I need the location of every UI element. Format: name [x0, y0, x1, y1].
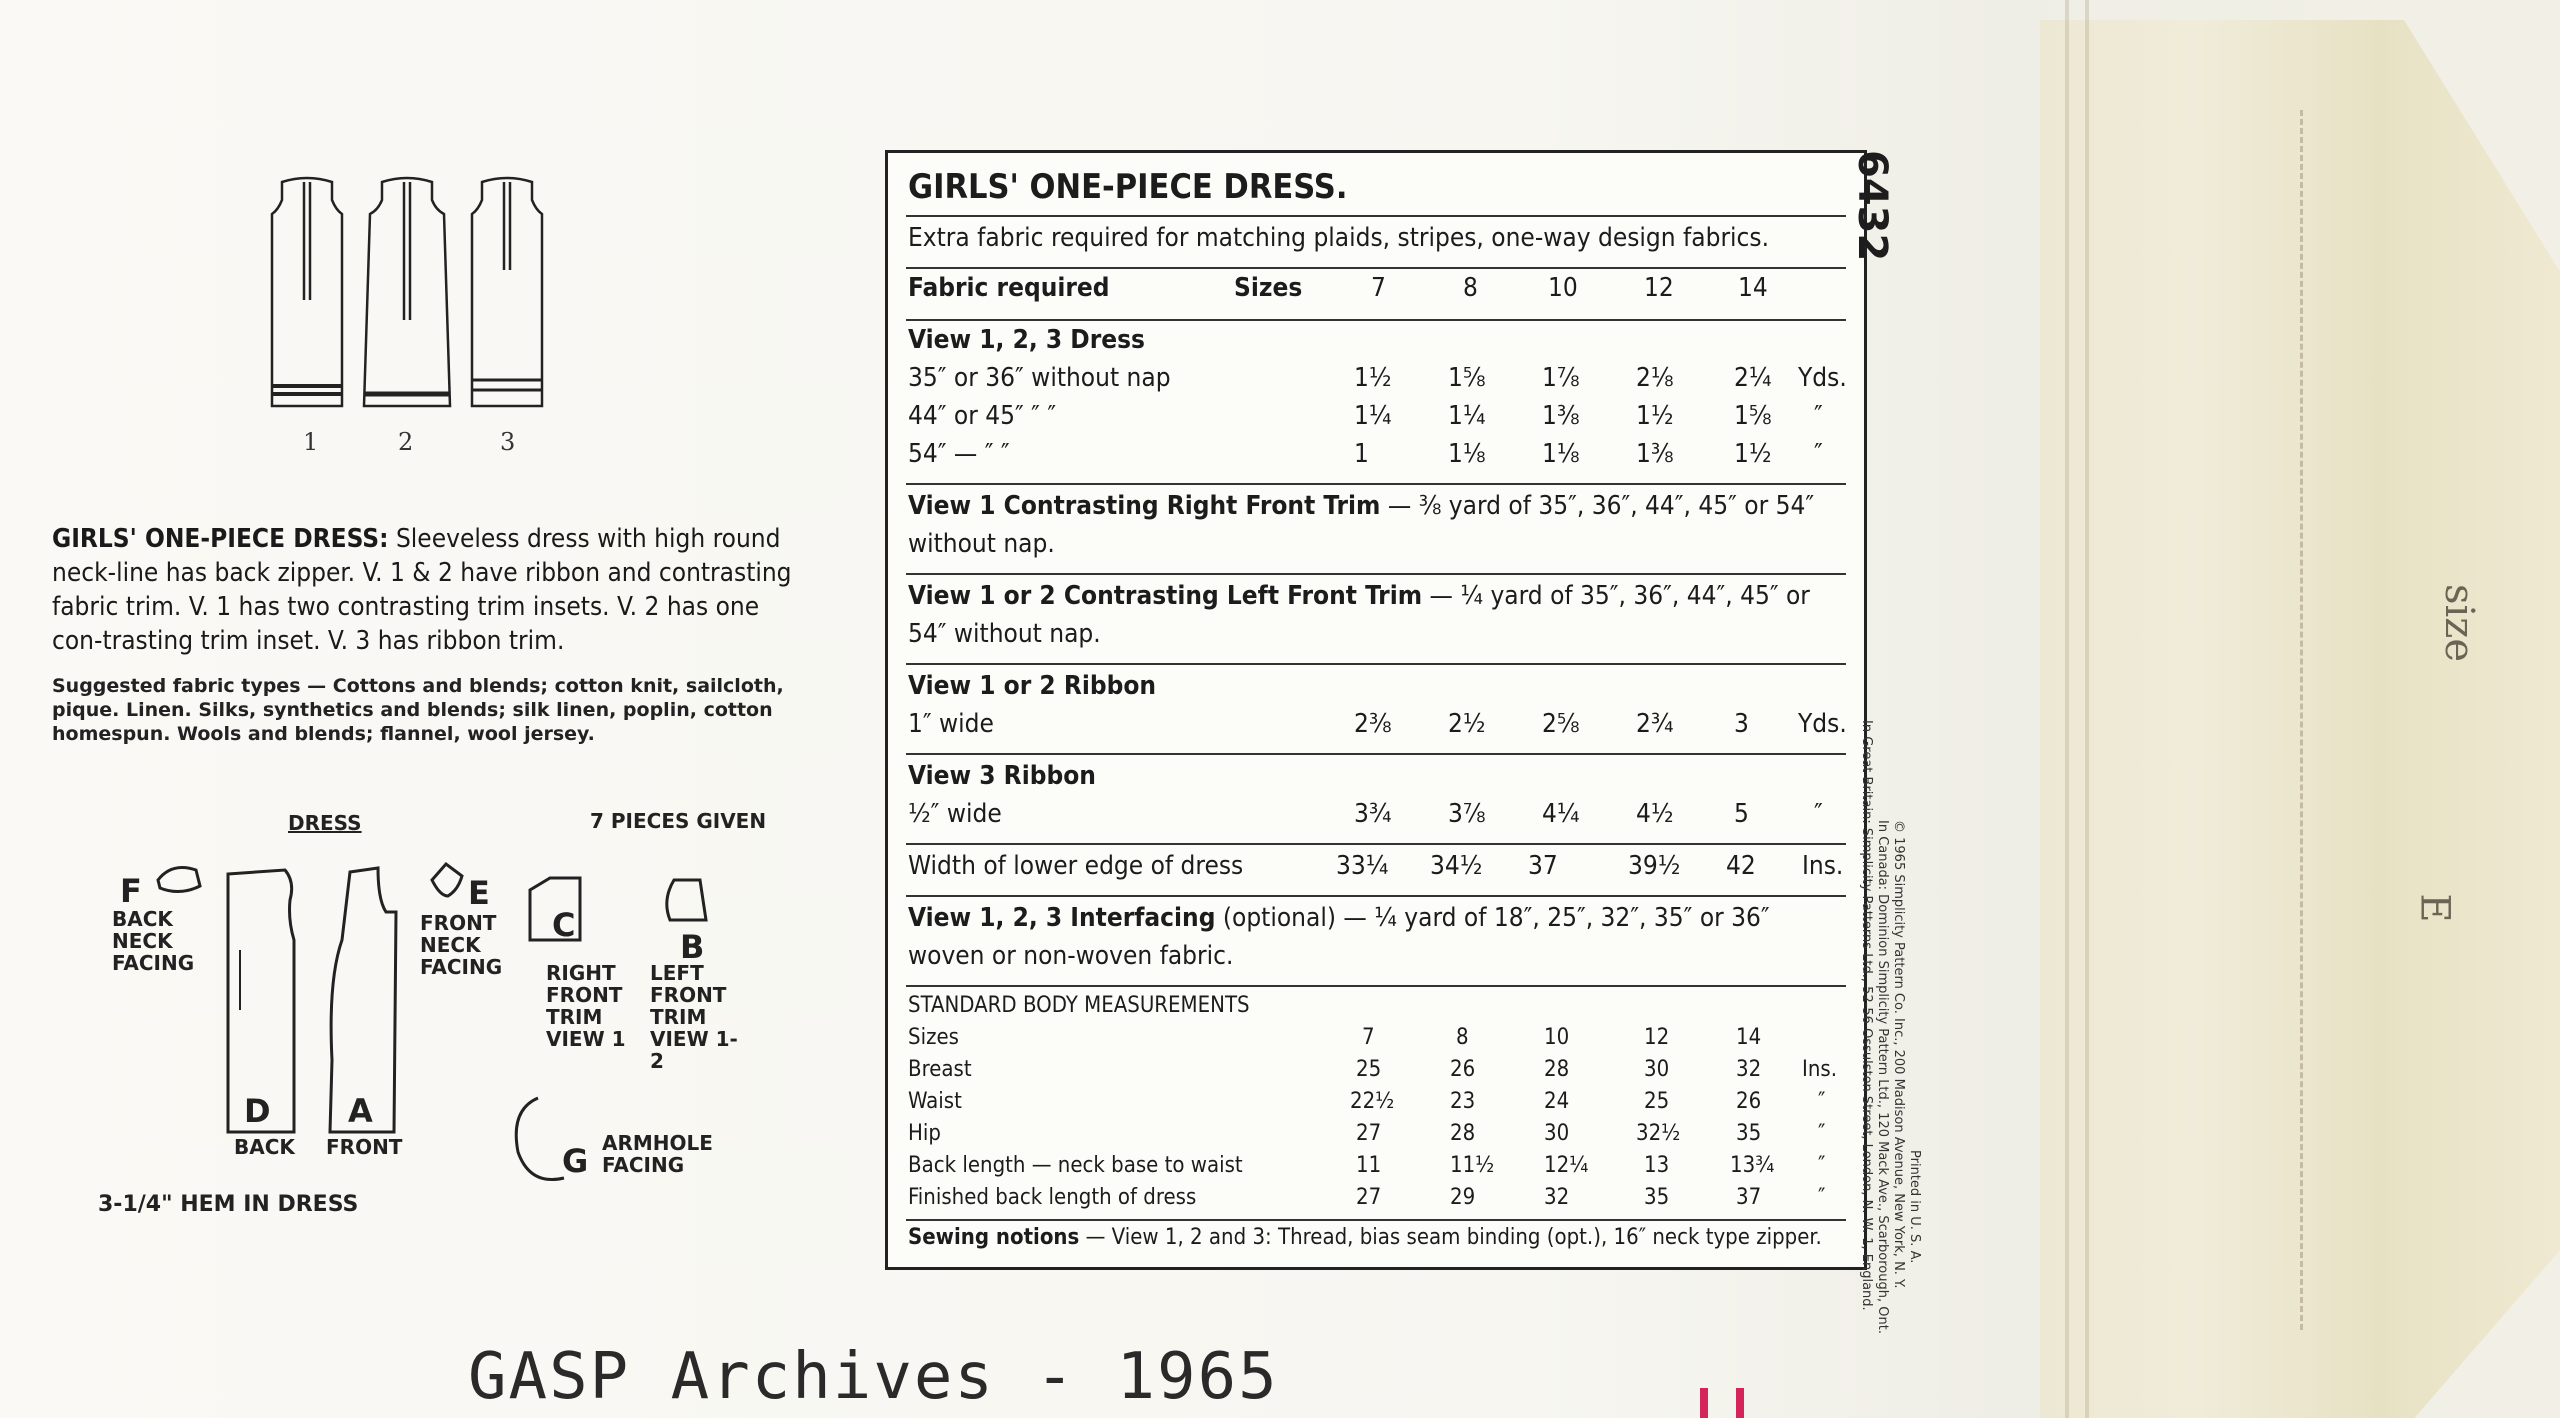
measurement-value: 8 — [1456, 1025, 1469, 1050]
view-number: 2 — [398, 428, 414, 456]
measurement-value: 13¾ — [1730, 1153, 1775, 1178]
ribbon-1-value: 2½ — [1448, 709, 1486, 739]
measurement-value: 27 — [1356, 1121, 1382, 1146]
measurement-value: 23 — [1450, 1089, 1476, 1114]
measurement-label: Hip — [908, 1121, 941, 1146]
measurement-value: 35 — [1736, 1121, 1762, 1146]
view-number: 3 — [500, 428, 516, 456]
fabric-required-label: Fabric required — [908, 273, 1110, 303]
view-2-sketch — [364, 178, 450, 406]
width-unit: Ins. — [1802, 851, 1844, 881]
ribbon-1-value: 3 — [1734, 709, 1749, 739]
measurement-value: 7 — [1362, 1025, 1375, 1050]
dress-row-unit: ″ — [1814, 401, 1823, 431]
piece-name-front-neck-facing: FRONT NECK FACING — [420, 911, 503, 979]
printed-in: Printed in U. S. A. — [1907, 1150, 1922, 1264]
measurement-value: 10 — [1544, 1025, 1570, 1050]
size-12: 12 — [1644, 273, 1674, 303]
measurement-unit: ″ — [1818, 1089, 1826, 1114]
left-trim-line-1 — [908, 581, 1810, 611]
dress-row-unit: Yds. — [1798, 363, 1847, 393]
measurement-value: 27 — [1356, 1185, 1382, 1210]
size-10: 10 — [1548, 273, 1578, 303]
measurement-value: 32 — [1736, 1057, 1762, 1082]
right-trim-line-2: without nap. — [908, 529, 1055, 559]
dress-row-label: 54″ — ″ ″ — [908, 439, 1010, 469]
piece-letter-g: G — [562, 1142, 589, 1180]
ribbon-1-heading: View 1 or 2 Ribbon — [908, 671, 1157, 701]
measurement-value: 25 — [1644, 1089, 1670, 1114]
dress-row-value: 1⅝ — [1448, 363, 1486, 393]
fabric-types-label: Suggested fabric types — — [52, 675, 327, 697]
view-sketches — [260, 170, 600, 410]
ribbon-3-value: 4½ — [1636, 799, 1674, 829]
view-1-sketch — [272, 178, 342, 406]
dress-row-value: 1⅝ — [1734, 401, 1772, 431]
interfacing-text: (optional) — ¼ yard of 18″, 25″, 32″, 35″ or 36″ — [1215, 903, 1770, 933]
measurement-label: Finished back length of dress — [908, 1185, 1197, 1210]
fold-line — [2065, 0, 2069, 1418]
dress-row-value: 1½ — [1636, 401, 1674, 431]
view-3-sketch — [472, 178, 542, 406]
measurement-label: Waist — [908, 1089, 962, 1114]
measurement-unit: ″ — [1818, 1185, 1826, 1210]
piece-name-left-front-trim: LEFT FRONT TRIM VIEW 1-2 — [650, 961, 738, 1073]
sizes-label: Sizes — [1234, 273, 1303, 303]
measurements-title: STANDARD BODY MEASUREMENTS — [908, 993, 1250, 1018]
piece-name-armhole-facing: ARMHOLE FACING — [602, 1131, 713, 1177]
flap-mark-size: size — [2436, 583, 2483, 663]
red-mark — [1736, 1388, 1744, 1418]
interfacing-line-1 — [908, 903, 1770, 933]
sewing-notions-label: Sewing notions — [908, 1225, 1080, 1250]
archive-caption: GASP Archives - 1965 — [468, 1340, 1279, 1414]
fabric-types-text: Cottons and blends; cotton knit, sailcloth, pique. Linen. Silks, synthetics and blends; silk linen, poplin, cotton homespun. Wools and blends; flannel, wool jersey. — [52, 675, 784, 745]
measurement-label: Breast — [908, 1057, 972, 1082]
copyright-line: In Canada: Dominion Simplicity Pattern Ltd., 120 Mack Ave., Scarborough, Ont. — [1875, 820, 1890, 1334]
red-mark — [1700, 1388, 1708, 1418]
measurement-value: 12 — [1644, 1025, 1670, 1050]
measurement-label: Sizes — [908, 1025, 959, 1050]
measurement-value: 30 — [1544, 1121, 1570, 1146]
width-value: 42 — [1726, 851, 1756, 881]
width-label: Width of lower edge of dress — [908, 851, 1244, 881]
ribbon-3-label: ½″ wide — [908, 799, 1002, 829]
size-8: 8 — [1463, 273, 1478, 303]
copyright-line: © 1965 Simplicity Pattern Co. Inc., 200 Madison Avenue, New York, N. Y. — [1891, 820, 1906, 1289]
right-trim-line-1 — [908, 491, 1814, 521]
measurement-unit: Ins. — [1802, 1057, 1837, 1082]
measurement-unit: ″ — [1818, 1153, 1826, 1178]
piece-letter-a: A — [348, 1092, 373, 1130]
width-value: 33¼ — [1336, 851, 1389, 881]
ribbon-1-value: 2⅝ — [1542, 709, 1580, 739]
right-trim-heading: View 1 Contrasting Right Front Trim — [908, 491, 1381, 521]
extra-fabric-note: Extra fabric required for matching plaids, stripes, one-way design fabrics. — [908, 223, 1770, 253]
piece-name-right-front-trim: RIGHT FRONT TRIM VIEW 1 — [546, 961, 626, 1051]
chart-title: GIRLS' ONE-PIECE DRESS. — [908, 167, 1348, 207]
ribbon-3-heading: View 3 Ribbon — [908, 761, 1096, 791]
piece-name-back-neck-facing: BACK NECK FACING — [112, 907, 195, 975]
measurement-value: 14 — [1736, 1025, 1762, 1050]
ribbon-3-unit: ″ — [1814, 799, 1823, 829]
width-value: 39½ — [1628, 851, 1681, 881]
measurement-value: 29 — [1450, 1185, 1476, 1210]
measurement-unit: ″ — [1818, 1121, 1826, 1146]
measurement-value: 28 — [1544, 1057, 1570, 1082]
sewing-notions — [908, 1225, 1822, 1250]
measurement-value: 28 — [1450, 1121, 1476, 1146]
measurement-value: 25 — [1356, 1057, 1382, 1082]
ribbon-1-label: 1″ wide — [908, 709, 994, 739]
ribbon-1-value: 2¾ — [1636, 709, 1674, 739]
dress-row-value: 1¼ — [1448, 401, 1486, 431]
measurement-value: 12¼ — [1544, 1153, 1589, 1178]
dress-label: DRESS — [288, 811, 362, 835]
measurement-value: 32 — [1544, 1185, 1570, 1210]
view-number: 1 — [303, 428, 319, 456]
piece-name-front: FRONT — [326, 1135, 403, 1159]
measurement-value: 11 — [1356, 1153, 1382, 1178]
size-7: 7 — [1371, 273, 1386, 303]
measurement-value: 26 — [1450, 1057, 1476, 1082]
measurement-value: 22½ — [1350, 1089, 1395, 1114]
front-neck-facing-shape — [432, 864, 462, 896]
back-neck-facing-shape — [158, 868, 200, 892]
measurement-value: 24 — [1544, 1089, 1570, 1114]
measurement-value: 35 — [1644, 1185, 1670, 1210]
measurement-value: 11½ — [1450, 1153, 1495, 1178]
dress-row-unit: ″ — [1814, 439, 1823, 469]
dress-description — [52, 522, 812, 658]
measurement-value: 32½ — [1636, 1121, 1681, 1146]
ribbon-3-value: 4¼ — [1542, 799, 1580, 829]
piece-name-back: BACK — [234, 1135, 295, 1159]
copyright-line: In Great Britain: Simplicity Patterns Ltd., 52-56 Ossulston Street, London, N. W. 1, England. — [1859, 720, 1874, 1311]
interfacing-line-2: woven or non-woven fabric. — [908, 941, 1234, 971]
dress-row-value: 1⅞ — [1542, 363, 1580, 393]
width-value: 37 — [1528, 851, 1558, 881]
dress-row-value: 1⅛ — [1448, 439, 1486, 469]
measurement-label: Back length — neck base to waist — [908, 1153, 1243, 1178]
piece-letter-f: F — [120, 872, 142, 910]
dress-row-value: 1¼ — [1354, 401, 1392, 431]
width-value: 34½ — [1430, 851, 1483, 881]
measurement-value: 30 — [1644, 1057, 1670, 1082]
interfacing-heading: View 1, 2, 3 Interfacing — [908, 903, 1216, 933]
piece-letter-c: C — [552, 906, 576, 944]
armhole-facing-shape — [516, 1098, 564, 1180]
left-trim-text: — ¼ yard of 35″, 36″, 44″, 45″ or — [1422, 581, 1810, 611]
sewing-notions-text: — View 1, 2 and 3: Thread, bias seam binding (opt.), 16″ neck type zipper. — [1079, 1225, 1822, 1250]
dress-heading: View 1, 2, 3 Dress — [908, 325, 1145, 355]
measurement-value: 13 — [1644, 1153, 1670, 1178]
dress-row-value: 1½ — [1734, 439, 1772, 469]
ribbon-3-value: 3⅞ — [1448, 799, 1486, 829]
fabric-types — [52, 674, 812, 746]
piece-letter-d: D — [244, 1092, 271, 1130]
dress-row-label: 35″ or 36″ without nap — [908, 363, 1171, 393]
ribbon-1-unit: Yds. — [1798, 709, 1847, 739]
dress-row-value: 2¼ — [1734, 363, 1772, 393]
fold-line — [2085, 0, 2089, 1418]
size-14: 14 — [1738, 273, 1768, 303]
ribbon-3-value: 3¾ — [1354, 799, 1392, 829]
ribbon-3-value: 5 — [1734, 799, 1749, 829]
dress-row-value: 1 — [1354, 439, 1369, 469]
ribbon-1-value: 2⅜ — [1354, 709, 1392, 739]
dress-row-value: 1½ — [1354, 363, 1392, 393]
piece-letter-e: E — [468, 874, 490, 912]
dress-row-value: 1⅜ — [1636, 439, 1674, 469]
hem-note: 3-1/4" HEM IN DRESS — [98, 1192, 359, 1217]
dress-row-value: 2⅛ — [1636, 363, 1674, 393]
right-trim-text: — ⅜ yard of 35″, 36″, 44″, 45″ or 54″ — [1380, 491, 1815, 521]
measurement-value: 37 — [1736, 1185, 1762, 1210]
dress-row-label: 44″ or 45″ ″ ″ — [908, 401, 1057, 431]
pattern-number: 6432 — [1849, 150, 1895, 262]
dress-row-value: 1⅛ — [1542, 439, 1580, 469]
dress-row-value: 1⅜ — [1542, 401, 1580, 431]
piece-letter-b: B — [680, 928, 705, 966]
flap-mark-letter: E — [2411, 893, 2458, 923]
left-front-trim-shape — [667, 880, 706, 920]
yardage-chart — [885, 150, 1867, 1270]
left-trim-line-2: 54″ without nap. — [908, 619, 1101, 649]
dashed-cut-line — [2300, 110, 2303, 1330]
left-trim-heading: View 1 or 2 Contrasting Left Front Trim — [908, 581, 1423, 611]
measurement-value: 26 — [1736, 1089, 1762, 1114]
description-title: GIRLS' ONE-PIECE DRESS: — [52, 524, 389, 554]
pieces-given: 7 PIECES GIVEN — [590, 809, 767, 833]
description-text: Sleeveless dress with high round neck-line has back zipper. V. 1 & 2 have ribbon and contrasting fabric trim. V. 1 has two contrasting trim insets. V. 2 has one con-trasting trim inset. V. 3 has ribbon trim. — [52, 524, 792, 656]
